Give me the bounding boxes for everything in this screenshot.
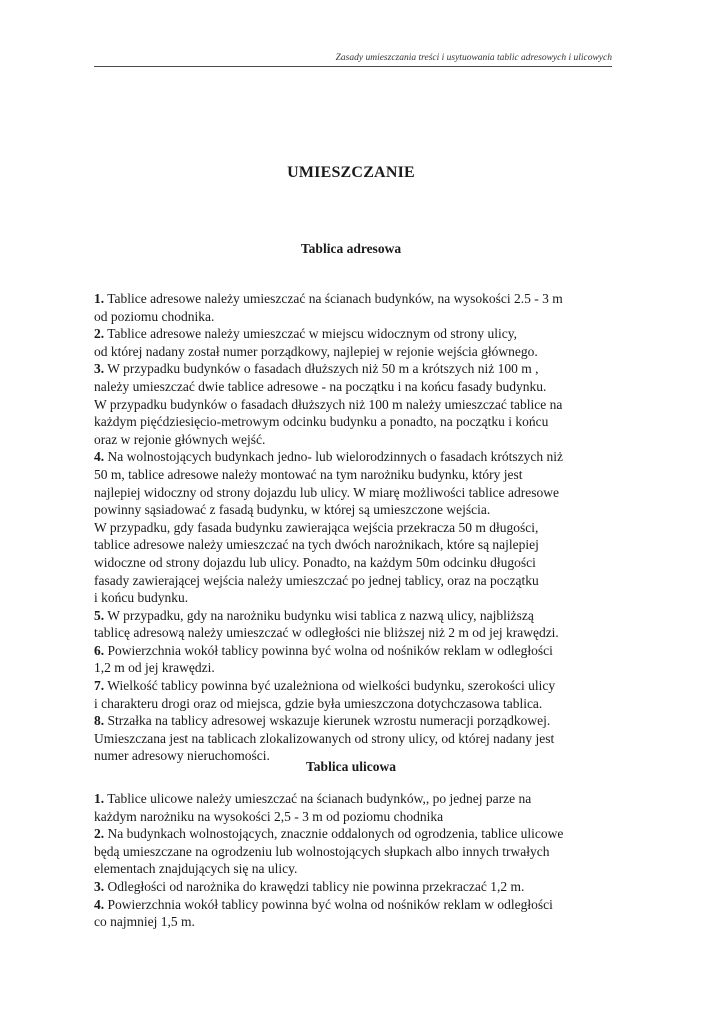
- line-text: od poziomu chodnika.: [94, 308, 215, 324]
- line-text: powinny sąsiadować z fasadą budynku, w której są umieszczone wejścia.: [94, 502, 491, 518]
- running-header: Zasady umieszczania treści i usytuowania tablic adresowych i ulicowych: [335, 53, 612, 63]
- line-text: 50 m, tablice adresowe należy montować na tym narożniku budynku, który jest: [94, 466, 523, 482]
- line-text: W przypadku budynków o fasadach dłuższych niż 50 m a krótszych niż 100 m ,: [104, 361, 539, 377]
- line-text: i charakteru drogi oraz od miejsca, gdzie była umieszczona dotychczasowa tablica.: [94, 695, 543, 711]
- line-text: W przypadku, gdy fasada budynku zawierająca wejścia przekracza 50 m długości,: [94, 519, 539, 535]
- item-number: 8.: [94, 713, 105, 729]
- text-line: [94, 484, 624, 502]
- line-text: od której nadany został numer porządkowy, najlepiej w rejonie wejścia głównego.: [94, 343, 538, 359]
- item-number: 5.: [94, 607, 105, 623]
- text-line: [94, 360, 624, 378]
- line-text: Tablice adresowe należy umieszczać na ścianach budynków, na wysokości 2.5 - 3 m: [104, 291, 563, 306]
- line-text: Powierzchnia wokół tablicy powinna być wolna od nośników reklam w odległości: [104, 896, 553, 912]
- item-number: 3.: [94, 878, 105, 894]
- text-line: [94, 325, 624, 343]
- line-text: Wielkość tablicy powinna być uzależniona od wielkości budynku, szerokości ulicy: [104, 678, 556, 694]
- section-body-tablica-adresowa: [94, 290, 624, 765]
- item-number: 2.: [94, 826, 105, 842]
- text-line: [94, 572, 624, 590]
- line-text: numer adresowy nieruchomości.: [94, 748, 270, 764]
- text-line: [94, 378, 624, 396]
- text-line: [94, 589, 624, 607]
- text-line: [94, 413, 624, 431]
- line-text: widoczne od strony dojazdu lub ulicy. Ponadto, na każdym 50m odcinku długości: [94, 554, 536, 570]
- text-line: [94, 896, 624, 914]
- header-divider: [94, 66, 612, 67]
- line-text: tablicę adresową należy umieszczać w odległości nie bliższej niż 2 m od jej krawędzi.: [94, 625, 559, 641]
- text-line: [94, 808, 624, 826]
- item-number: 6.: [94, 642, 105, 658]
- line-text: W przypadku budynków o fasadach dłuższych niż 100 m należy umieszczać tablice na: [94, 396, 563, 412]
- text-line: [94, 290, 624, 308]
- text-line: [94, 554, 624, 572]
- text-line: [94, 659, 624, 677]
- line-text: co najmniej 1,5 m.: [94, 914, 195, 930]
- text-line: [94, 308, 624, 326]
- text-line: [94, 607, 624, 625]
- section-heading-tablica-adresowa: Tablica adresowa: [300, 241, 402, 256]
- text-line: [94, 466, 624, 484]
- line-text: należy umieszczać dwie tablice adresowe - na początku i na końcu fasady budynku.: [94, 378, 547, 394]
- text-line: [94, 677, 624, 695]
- text-line: [94, 536, 624, 554]
- line-text: Na wolnostojących budynkach jedno- lub wielorodzinnych o fasadach krótszych niż: [104, 449, 563, 465]
- text-line: [94, 712, 624, 730]
- line-text: będą umieszczane na ogrodzeniu lub wolnostojących słupkach albo innych trwałych: [94, 843, 550, 859]
- item-number: 1.: [94, 291, 105, 306]
- line-text: Powierzchnia wokół tablicy powinna być wolna od nośników reklam w odległości: [104, 642, 553, 658]
- line-text: W przypadku, gdy na narożniku budynku wisi tablica z nazwą ulicy, najbliższą: [104, 607, 534, 623]
- line-text: elementach znajdujących się na ulicy.: [94, 861, 298, 877]
- item-number: 3.: [94, 361, 105, 377]
- line-text: 1,2 m od jej krawędzi.: [94, 660, 215, 676]
- line-text: Strzałka na tablicy adresowej wskazuje kierunek wzrostu numeracji porządkowej.: [104, 713, 551, 729]
- text-line: [94, 642, 624, 660]
- line-text: Na budynkach wolnostojących, znacznie oddalonych od ogrodzenia, tablice ulicowe: [104, 826, 564, 842]
- text-line: [94, 501, 624, 519]
- line-text: oraz w rejonie głównych wejść.: [94, 431, 266, 447]
- line-text: Tablice adresowe należy umieszczać w miejscu widocznym od strony ulicy,: [104, 326, 518, 342]
- line-text: Tablice ulicowe należy umieszczać na ścianach budynków,, po jednej parze na: [104, 791, 532, 806]
- text-line: [94, 878, 624, 896]
- text-line: [94, 913, 624, 931]
- text-line: [94, 343, 624, 361]
- section-body-tablica-ulicowa: [94, 790, 624, 931]
- line-text: każdym narożniku na wysokości 2,5 - 3 m od poziomu chodnika: [94, 808, 444, 824]
- line-text: najlepiej widoczny od strony dojazdu lub ulicy. W miarę możliwości tablice adresowe: [94, 484, 559, 500]
- line-text: każdym pięćdziesięcio-metrowym odcinku budynku a ponadto, na początku i końcu: [94, 414, 549, 430]
- text-line: [94, 730, 624, 748]
- line-text: tablice adresowe należy umieszczać na tych dwóch narożnikach, które są najlepiej: [94, 537, 539, 553]
- item-number: 7.: [94, 678, 105, 694]
- text-line: [94, 790, 624, 808]
- text-line: [94, 448, 624, 466]
- text-line: [94, 396, 624, 414]
- text-line: [94, 825, 624, 843]
- line-text: Odległości od narożnika do krawędzi tablicy nie powinna przekraczać 1,2 m.: [104, 878, 525, 894]
- text-line: [94, 843, 624, 861]
- text-line: [94, 624, 624, 642]
- text-line: [94, 431, 624, 449]
- line-text: fasady zawierającej wejścia należy umieszczać po jednej tablicy, oraz na początku: [94, 572, 539, 588]
- text-line: [94, 519, 624, 537]
- text-line: [94, 695, 624, 713]
- line-text: i końcu budynku.: [94, 590, 189, 606]
- item-number: 4.: [94, 449, 105, 465]
- item-number: 1.: [94, 791, 105, 806]
- text-line: [94, 860, 624, 878]
- section-heading-tablica-ulicowa: Tablica ulicowa: [306, 759, 396, 774]
- line-text: Umieszczana jest na tablicach zlokalizowanych od strony ulicy, od której nadany jest: [94, 730, 555, 746]
- item-number: 4.: [94, 896, 105, 912]
- item-number: 2.: [94, 326, 105, 342]
- page-title: UMIESZCZANIE: [287, 164, 415, 181]
